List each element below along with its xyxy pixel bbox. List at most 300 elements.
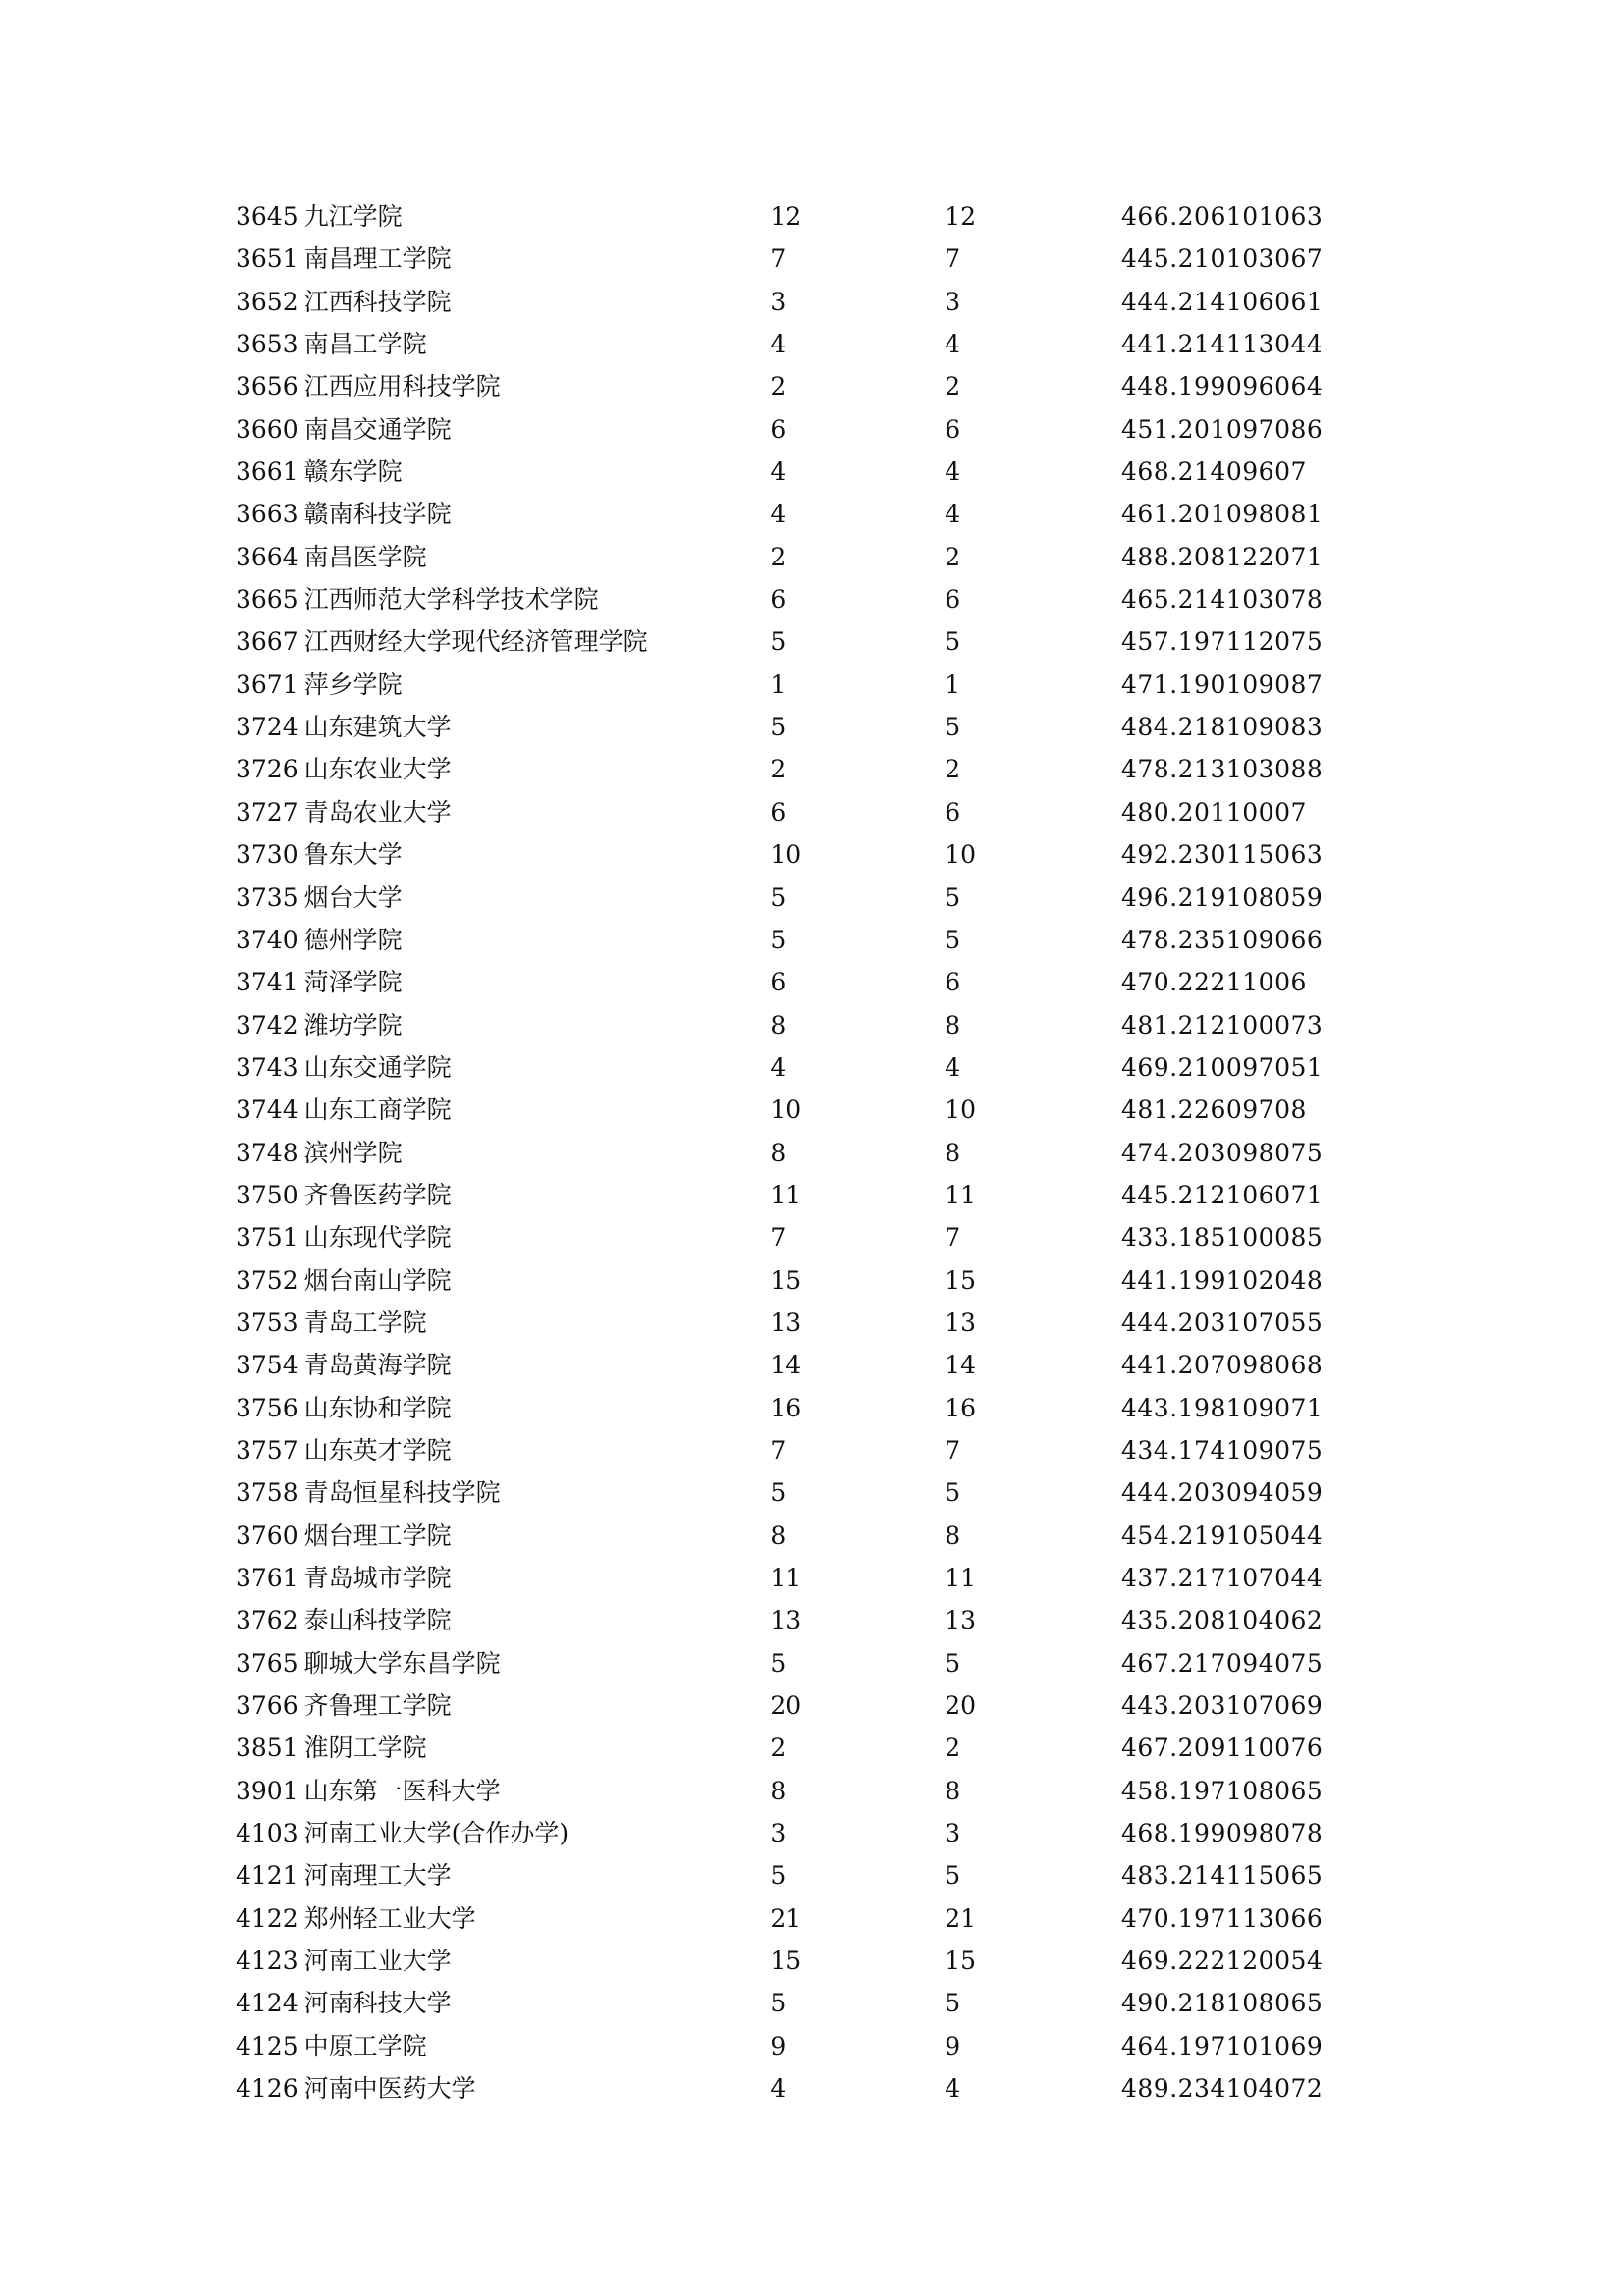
admitted-count: 7: [945, 244, 961, 274]
school-code: 4125: [236, 2031, 298, 2060]
school-name: 南昌交通学院: [303, 414, 452, 444]
plan-count: 15: [770, 1947, 802, 1976]
school-name: 山东建筑大学: [303, 713, 452, 742]
school-code: 3754: [236, 1351, 298, 1380]
school-code: 3730: [236, 840, 298, 870]
min-score: 483.214115065: [1120, 1861, 1324, 1891]
min-score: 496.219108059: [1120, 882, 1324, 912]
school-name: 萍乡学院: [303, 669, 403, 699]
min-score: 490.218108065: [1120, 1989, 1324, 2018]
min-score: 441.214113044: [1120, 330, 1324, 359]
admitted-count: 3: [945, 287, 961, 316]
school-cell: [236, 919, 770, 961]
plan-count: 12: [770, 202, 802, 231]
min-score: 444.203094059: [1120, 1478, 1324, 1508]
school-code: 3661: [236, 457, 298, 487]
school-code: 3851: [236, 1734, 298, 1763]
school-code: 3665: [236, 585, 298, 614]
admitted-count: 7: [945, 1435, 961, 1465]
admitted-count: 5: [945, 1478, 961, 1508]
school-cell: [236, 1471, 770, 1514]
plan-count: 5: [770, 882, 786, 912]
school-name: 青岛恒星科技学院: [303, 1478, 501, 1508]
min-score: 478.213103088: [1120, 755, 1324, 784]
school-cell: [236, 536, 770, 578]
min-score: 461.201098081: [1120, 500, 1324, 529]
plan-count: 6: [770, 797, 786, 827]
school-name: 山东现代学院: [303, 1223, 452, 1253]
admitted-count: 6: [945, 968, 961, 997]
plan-count: 4: [770, 457, 786, 487]
table-row: [236, 1897, 1414, 1940]
school-code: 3724: [236, 713, 298, 742]
plan-count: 9: [770, 2031, 786, 2060]
table-row: [236, 2025, 1414, 2067]
school-code: 3765: [236, 1648, 298, 1678]
school-cell: [236, 1599, 770, 1641]
plan-count: 7: [770, 1223, 786, 1253]
min-score: 454.219105044: [1120, 1521, 1324, 1550]
plan-count: 8: [770, 1138, 786, 1167]
school-code: 3744: [236, 1095, 298, 1125]
plan-count: 4: [770, 2074, 786, 2104]
table-row: [236, 536, 1414, 578]
school-code: 3741: [236, 968, 298, 997]
school-code: 4121: [236, 1861, 298, 1891]
plan-count: 8: [770, 1521, 786, 1550]
table-row: [236, 1812, 1414, 1854]
plan-count: 13: [770, 1308, 802, 1337]
admitted-count: 4: [945, 2074, 961, 2104]
school-name: 中原工学院: [303, 2031, 427, 2060]
table-row: [236, 748, 1414, 790]
admitted-count: 3: [945, 1819, 961, 1848]
school-cell: [236, 877, 770, 919]
school-cell: [236, 451, 770, 493]
school-code: 3756: [236, 1393, 298, 1422]
plan-count: 1: [770, 669, 786, 699]
plan-count: 13: [770, 1606, 802, 1635]
table-row: [236, 961, 1414, 1003]
admitted-count: 6: [945, 797, 961, 827]
min-score: 469.222120054: [1120, 1947, 1324, 1976]
school-cell: [236, 1216, 770, 1258]
admitted-count: 11: [945, 1564, 976, 1592]
school-name: 郑州轻工业大学: [303, 1903, 476, 1933]
school-name: 潍坊学院: [303, 1010, 403, 1040]
admitted-count: 16: [945, 1393, 976, 1422]
table-row: [236, 1642, 1414, 1684]
plan-count: 8: [770, 1776, 786, 1805]
admitted-count: 6: [945, 585, 961, 614]
school-cell: [236, 620, 770, 663]
min-score: 458.197108065: [1120, 1776, 1324, 1805]
admitted-count: 5: [945, 882, 961, 912]
plan-count: 10: [770, 1095, 802, 1125]
school-cell: [236, 1132, 770, 1174]
admitted-count: 15: [945, 1265, 976, 1295]
table-row: [236, 1684, 1414, 1727]
school-name: 江西科技学院: [303, 287, 452, 316]
admitted-count: 12: [945, 202, 976, 231]
table-row: [236, 1982, 1414, 2024]
school-name: 泰山科技学院: [303, 1606, 452, 1635]
plan-count: 5: [770, 1989, 786, 2018]
school-code: 3663: [236, 500, 298, 529]
school-name: 山东英才学院: [303, 1435, 452, 1465]
table-row: [236, 1429, 1414, 1471]
school-code: 3735: [236, 882, 298, 912]
admitted-count: 4: [945, 1052, 961, 1082]
plan-count: 5: [770, 713, 786, 742]
school-cell: [236, 408, 770, 451]
admitted-count: 5: [945, 1861, 961, 1891]
school-code: 3743: [236, 1052, 298, 1082]
admitted-count: 8: [945, 1521, 961, 1550]
school-name: 齐鲁理工学院: [303, 1691, 452, 1721]
school-cell: [236, 578, 770, 620]
school-cell: [236, 961, 770, 1003]
school-name: 淮阴工学院: [303, 1734, 427, 1763]
table-row: [236, 1515, 1414, 1557]
min-score: 465.214103078: [1120, 585, 1324, 614]
table-row: [236, 706, 1414, 748]
admitted-count: 14: [945, 1351, 976, 1380]
min-score: 451.201097086: [1120, 414, 1324, 444]
admitted-count: 8: [945, 1138, 961, 1167]
school-code: 3766: [236, 1691, 298, 1721]
plan-count: 15: [770, 1265, 802, 1295]
school-code: 3740: [236, 925, 298, 954]
min-score: 484.218109083: [1120, 713, 1324, 742]
table-row: [236, 1046, 1414, 1089]
admitted-count: 2: [945, 755, 961, 784]
min-score: 468.21409607: [1120, 457, 1307, 487]
school-code: 3760: [236, 1521, 298, 1550]
min-score: 434.174109075: [1120, 1435, 1324, 1465]
table-row: [236, 1770, 1414, 1812]
school-name: 青岛工学院: [303, 1308, 427, 1337]
school-cell: [236, 1684, 770, 1727]
school-cell: [236, 1982, 770, 2024]
school-name: 河南科技大学: [303, 1989, 452, 2018]
school-cell: [236, 365, 770, 407]
school-code: 3742: [236, 1010, 298, 1040]
table-row: [236, 620, 1414, 663]
admitted-count: 5: [945, 627, 961, 657]
min-score: 492.230115063: [1120, 840, 1324, 870]
school-name: 菏泽学院: [303, 968, 403, 997]
school-name: 烟台理工学院: [303, 1521, 452, 1550]
min-score: 443.198109071: [1120, 1393, 1324, 1422]
min-score: 448.199096064: [1120, 372, 1324, 401]
school-cell: [236, 748, 770, 790]
school-code: 3752: [236, 1265, 298, 1295]
school-code: 3653: [236, 330, 298, 359]
school-name: 青岛黄海学院: [303, 1351, 452, 1380]
school-cell: [236, 1387, 770, 1429]
min-score: 478.235109066: [1120, 925, 1324, 954]
school-code: 3660: [236, 414, 298, 444]
plan-count: 2: [770, 542, 786, 571]
admitted-count: 10: [945, 840, 976, 870]
school-name: 河南工业大学: [303, 1947, 452, 1976]
school-cell: [236, 1429, 770, 1471]
table-row: [236, 1132, 1414, 1174]
table-row: [236, 1174, 1414, 1216]
school-name: 南昌工学院: [303, 330, 427, 359]
min-score: 481.22609708: [1120, 1095, 1307, 1125]
plan-count: 6: [770, 414, 786, 444]
school-cell: [236, 1259, 770, 1302]
school-code: 3748: [236, 1138, 298, 1167]
school-cell: [236, 1302, 770, 1344]
plan-count: 2: [770, 755, 786, 784]
school-name: 南昌理工学院: [303, 244, 452, 274]
min-score: 435.208104062: [1120, 1606, 1324, 1635]
plan-count: 5: [770, 1861, 786, 1891]
admitted-count: 15: [945, 1947, 976, 1976]
table-row: [236, 1557, 1414, 1599]
admitted-count: 10: [945, 1095, 976, 1125]
school-code: 3758: [236, 1478, 298, 1508]
plan-count: 4: [770, 500, 786, 529]
table-row: [236, 451, 1414, 493]
school-cell: [236, 1770, 770, 1812]
plan-count: 20: [770, 1691, 802, 1721]
min-score: 489.234104072: [1120, 2074, 1324, 2104]
school-cell: [236, 791, 770, 833]
school-name: 江西财经大学现代经济管理学院: [303, 627, 648, 657]
school-cell: [236, 1557, 770, 1599]
plan-count: 21: [770, 1903, 802, 1933]
plan-count: 3: [770, 1819, 786, 1848]
table-row: [236, 1854, 1414, 1896]
school-cell: [236, 1344, 770, 1386]
school-code: 3751: [236, 1223, 298, 1253]
school-name: 青岛城市学院: [303, 1564, 452, 1592]
admitted-count: 11: [945, 1180, 976, 1209]
school-code: 3757: [236, 1435, 298, 1465]
school-cell: [236, 1174, 770, 1216]
school-code: 4124: [236, 1989, 298, 2018]
table-row: [236, 833, 1414, 876]
admitted-count: 4: [945, 330, 961, 359]
school-code: 3761: [236, 1564, 298, 1592]
table-row: [236, 1259, 1414, 1302]
min-score: 467.217094075: [1120, 1648, 1324, 1678]
table-row: [236, 195, 1414, 238]
admitted-count: 7: [945, 1223, 961, 1253]
school-name: 江西师范大学科学技术学院: [303, 585, 599, 614]
school-cell: [236, 1089, 770, 1131]
table-row: [236, 1344, 1414, 1386]
school-code: 3652: [236, 287, 298, 316]
school-code: 4122: [236, 1903, 298, 1933]
plan-count: 7: [770, 244, 786, 274]
school-cell: [236, 493, 770, 535]
school-cell: [236, 1897, 770, 1940]
admitted-count: 5: [945, 713, 961, 742]
school-code: 3645: [236, 202, 298, 231]
school-name: 聊城大学东昌学院: [303, 1648, 501, 1678]
school-code: 3671: [236, 669, 298, 699]
school-cell: [236, 1004, 770, 1046]
school-code: 4123: [236, 1947, 298, 1976]
school-name: 山东农业大学: [303, 755, 452, 784]
school-name: 赣东学院: [303, 457, 403, 487]
plan-count: 2: [770, 1734, 786, 1763]
school-name: 山东第一医科大学: [303, 1776, 501, 1805]
school-cell: [236, 2025, 770, 2067]
school-cell: [236, 664, 770, 706]
school-code: 3762: [236, 1606, 298, 1635]
table-row: [236, 2067, 1414, 2109]
min-score: 464.197101069: [1120, 2031, 1324, 2060]
plan-count: 16: [770, 1393, 802, 1422]
table-row: [236, 1599, 1414, 1641]
admitted-count: 2: [945, 372, 961, 401]
school-code: 3667: [236, 627, 298, 657]
min-score: 437.217107044: [1120, 1564, 1324, 1592]
school-name: 滨州学院: [303, 1138, 403, 1167]
school-cell: [236, 2067, 770, 2109]
min-score: 445.210103067: [1120, 244, 1324, 274]
min-score: 467.209110076: [1120, 1734, 1324, 1763]
min-score: 468.199098078: [1120, 1819, 1324, 1848]
school-cell: [236, 1727, 770, 1769]
table-row: [236, 791, 1414, 833]
table-row: [236, 365, 1414, 407]
school-name: 德州学院: [303, 925, 403, 954]
school-name: 山东协和学院: [303, 1393, 452, 1422]
school-name: 赣南科技学院: [303, 500, 452, 529]
school-name: 烟台南山学院: [303, 1265, 452, 1295]
table-row: [236, 281, 1414, 323]
plan-count: 11: [770, 1180, 802, 1209]
admitted-count: 5: [945, 1989, 961, 2018]
plan-count: 6: [770, 585, 786, 614]
table-row: [236, 1089, 1414, 1131]
min-score: 444.214106061: [1120, 287, 1324, 316]
min-score: 466.206101063: [1120, 202, 1324, 231]
school-name: 山东工商学院: [303, 1095, 452, 1125]
min-score: 480.20110007: [1120, 797, 1307, 827]
admitted-count: 9: [945, 2031, 961, 2060]
table-row: [236, 664, 1414, 706]
plan-count: 2: [770, 372, 786, 401]
school-cell: [236, 1642, 770, 1684]
school-name: 山东交通学院: [303, 1052, 452, 1082]
school-code: 4103: [236, 1819, 298, 1848]
plan-count: 6: [770, 968, 786, 997]
school-code: 3726: [236, 755, 298, 784]
table-row: [236, 1940, 1414, 1982]
min-score: 474.203098075: [1120, 1138, 1324, 1167]
school-name: 河南理工大学: [303, 1861, 452, 1891]
school-code: 3750: [236, 1180, 298, 1209]
school-code: 3727: [236, 797, 298, 827]
school-cell: [236, 281, 770, 323]
admitted-count: 13: [945, 1606, 976, 1635]
school-name: 南昌医学院: [303, 542, 427, 571]
school-cell: [236, 1046, 770, 1089]
min-score: 470.22211006: [1120, 968, 1307, 997]
min-score: 441.207098068: [1120, 1351, 1324, 1380]
school-cell: [236, 1515, 770, 1557]
admitted-count: 8: [945, 1010, 961, 1040]
min-score: 469.210097051: [1120, 1052, 1324, 1082]
min-score: 457.197112075: [1120, 627, 1324, 657]
plan-count: 5: [770, 925, 786, 954]
school-cell: [236, 238, 770, 280]
school-cell: [236, 1812, 770, 1854]
table-row: [236, 1216, 1414, 1258]
school-code: 3753: [236, 1308, 298, 1337]
school-code: 3664: [236, 542, 298, 571]
table-row: [236, 238, 1414, 280]
admitted-count: 13: [945, 1308, 976, 1337]
school-name: 青岛农业大学: [303, 797, 452, 827]
admitted-count: 4: [945, 500, 961, 529]
plan-count: 5: [770, 1648, 786, 1678]
plan-count: 5: [770, 627, 786, 657]
admitted-count: 4: [945, 457, 961, 487]
school-cell: [236, 195, 770, 238]
plan-count: 14: [770, 1351, 802, 1380]
min-score: 481.212100073: [1120, 1010, 1324, 1040]
admitted-count: 5: [945, 925, 961, 954]
min-score: 470.197113066: [1120, 1903, 1324, 1933]
admission-table: [236, 195, 1414, 2109]
admitted-count: 21: [945, 1903, 976, 1933]
school-name: 鲁东大学: [303, 840, 403, 870]
min-score: 444.203107055: [1120, 1308, 1324, 1337]
table-row: [236, 493, 1414, 535]
plan-count: 7: [770, 1435, 786, 1465]
school-code: 3901: [236, 1776, 298, 1805]
plan-count: 11: [770, 1564, 802, 1592]
table-row: [236, 1727, 1414, 1769]
admitted-count: 8: [945, 1776, 961, 1805]
school-code: 3656: [236, 372, 298, 401]
plan-count: 3: [770, 287, 786, 316]
school-name: 江西应用科技学院: [303, 372, 501, 401]
table-row: [236, 1387, 1414, 1429]
min-score: 471.190109087: [1120, 669, 1324, 699]
min-score: 488.208122071: [1120, 542, 1324, 571]
min-score: 443.203107069: [1120, 1691, 1324, 1721]
admitted-count: 6: [945, 414, 961, 444]
table-row: [236, 1471, 1414, 1514]
min-score: 441.199102048: [1120, 1265, 1324, 1295]
school-cell: [236, 1940, 770, 1982]
admitted-count: 2: [945, 1734, 961, 1763]
table-row: [236, 919, 1414, 961]
min-score: 433.185100085: [1120, 1223, 1324, 1253]
plan-count: 10: [770, 840, 802, 870]
school-cell: [236, 1854, 770, 1896]
admitted-count: 5: [945, 1648, 961, 1678]
min-score: 445.212106071: [1120, 1180, 1324, 1209]
admitted-count: 20: [945, 1691, 976, 1721]
table-row: [236, 578, 1414, 620]
plan-count: 4: [770, 330, 786, 359]
table-row: [236, 1302, 1414, 1344]
school-name: 九江学院: [303, 202, 403, 231]
table-row: [236, 323, 1414, 365]
school-code: 4126: [236, 2074, 298, 2104]
